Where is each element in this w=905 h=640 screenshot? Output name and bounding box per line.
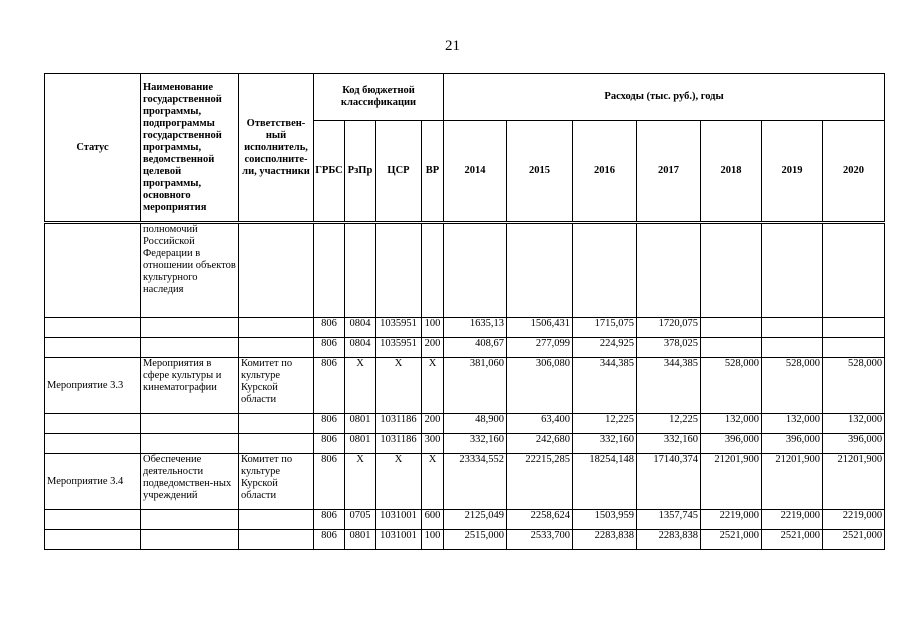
- value-2020: 528,000: [823, 358, 885, 414]
- table-row: [45, 338, 885, 358]
- vr-cell: 100: [422, 318, 444, 338]
- csr-cell: X: [376, 358, 422, 414]
- name-cell: [141, 510, 239, 530]
- grbs-cell: 806: [314, 434, 345, 454]
- csr-cell: 1031186: [376, 434, 422, 454]
- responsible-cell: [239, 338, 314, 358]
- csr-cell: 1031186: [376, 414, 422, 434]
- value-2019: 2219,000: [762, 510, 823, 530]
- name-cell: полномочий Российской Федерации в отношении объектов культурного наследия: [141, 223, 239, 318]
- responsible-cell: Комитет по культуре Курской области: [239, 454, 314, 510]
- csr-cell: 1031001: [376, 530, 422, 550]
- value-2016: 12,225: [573, 414, 637, 434]
- header-year-2018: 2018: [701, 121, 762, 223]
- budget-table: [44, 73, 885, 550]
- name-cell: [141, 414, 239, 434]
- value-2019: [762, 338, 823, 358]
- value-2014: 48,900: [444, 414, 507, 434]
- value-2018: [701, 223, 762, 318]
- value-2016: 224,925: [573, 338, 637, 358]
- table-row: [45, 510, 885, 530]
- value-2016: 1715,075: [573, 318, 637, 338]
- status-cell: [45, 338, 141, 358]
- value-2015: 22215,285: [507, 454, 573, 510]
- responsible-cell: [239, 434, 314, 454]
- status-cell: [45, 530, 141, 550]
- vr-cell: 200: [422, 338, 444, 358]
- responsible-cell: [239, 414, 314, 434]
- rzpr-cell: 0705: [345, 510, 376, 530]
- value-2018: [701, 338, 762, 358]
- status-cell: Мероприятие 3.3: [45, 358, 141, 414]
- responsible-cell: [239, 510, 314, 530]
- name-cell: Обеспечение деятельности подведомствен-ных учреждений: [141, 454, 239, 510]
- grbs-cell: 806: [314, 454, 345, 510]
- value-2016: 332,160: [573, 434, 637, 454]
- grbs-cell: 806: [314, 358, 345, 414]
- header-rzpr: РзПр: [345, 121, 376, 223]
- value-2014: 408,67: [444, 338, 507, 358]
- table-row: [45, 358, 885, 414]
- header-year-2017: 2017: [637, 121, 701, 223]
- header-budget-code: Код бюджетной классификации: [314, 74, 444, 121]
- responsible-cell: [239, 530, 314, 550]
- header-year-2015: 2015: [507, 121, 573, 223]
- header-responsible: Ответствен-ный исполнитель, соисполните-ли, участники: [239, 74, 314, 223]
- table-row: [45, 318, 885, 338]
- vr-cell: 100: [422, 530, 444, 550]
- csr-cell: [376, 223, 422, 318]
- value-2018: 132,000: [701, 414, 762, 434]
- csr-cell: 1035951: [376, 318, 422, 338]
- vr-cell: [422, 223, 444, 318]
- value-2018: 2219,000: [701, 510, 762, 530]
- name-cell: [141, 530, 239, 550]
- value-2018: 396,000: [701, 434, 762, 454]
- value-2014: 2125,049: [444, 510, 507, 530]
- value-2017: 332,160: [637, 434, 701, 454]
- grbs-cell: [314, 223, 345, 318]
- value-2015: [507, 223, 573, 318]
- header-year-2014: 2014: [444, 121, 507, 223]
- value-2014: [444, 223, 507, 318]
- value-2016: 344,385: [573, 358, 637, 414]
- header-expenses: Расходы (тыс. руб.), годы: [444, 74, 885, 121]
- value-2018: 528,000: [701, 358, 762, 414]
- value-2017: 1357,745: [637, 510, 701, 530]
- responsible-cell: [239, 318, 314, 338]
- value-2017: 2283,838: [637, 530, 701, 550]
- header-year-2016: 2016: [573, 121, 637, 223]
- value-2019: [762, 318, 823, 338]
- grbs-cell: 806: [314, 530, 345, 550]
- value-2018: 21201,900: [701, 454, 762, 510]
- value-2019: 528,000: [762, 358, 823, 414]
- vr-cell: X: [422, 358, 444, 414]
- value-2020: 21201,900: [823, 454, 885, 510]
- value-2015: 1506,431: [507, 318, 573, 338]
- header-status: Статус: [45, 74, 141, 223]
- value-2016: [573, 223, 637, 318]
- name-cell: [141, 318, 239, 338]
- header-year-2020: 2020: [823, 121, 885, 223]
- header-grbs: ГРБС: [314, 121, 345, 223]
- status-cell: [45, 223, 141, 318]
- value-2015: 2258,624: [507, 510, 573, 530]
- rzpr-cell: X: [345, 358, 376, 414]
- rzpr-cell: 0801: [345, 530, 376, 550]
- value-2017: 344,385: [637, 358, 701, 414]
- page-number: 21: [445, 38, 460, 54]
- value-2014: 23334,552: [444, 454, 507, 510]
- rzpr-cell: [345, 223, 376, 318]
- grbs-cell: 806: [314, 318, 345, 338]
- table-row: [45, 434, 885, 454]
- vr-cell: X: [422, 454, 444, 510]
- status-cell: [45, 414, 141, 434]
- value-2018: [701, 318, 762, 338]
- header-year-2019: 2019: [762, 121, 823, 223]
- responsible-cell: Комитет по культуре Курской области: [239, 358, 314, 414]
- name-cell: [141, 434, 239, 454]
- value-2014: 1635,13: [444, 318, 507, 338]
- value-2017: [637, 223, 701, 318]
- value-2014: 2515,000: [444, 530, 507, 550]
- status-cell: Мероприятие 3.4: [45, 454, 141, 510]
- name-cell: Мероприятия в сфере культуры и кинематографии: [141, 358, 239, 414]
- value-2020: 132,000: [823, 414, 885, 434]
- value-2020: 2521,000: [823, 530, 885, 550]
- value-2019: 396,000: [762, 434, 823, 454]
- status-cell: [45, 318, 141, 338]
- value-2019: 21201,900: [762, 454, 823, 510]
- table-row: [45, 223, 885, 318]
- value-2016: 18254,148: [573, 454, 637, 510]
- rzpr-cell: 0804: [345, 338, 376, 358]
- value-2020: [823, 338, 885, 358]
- rzpr-cell: 0801: [345, 434, 376, 454]
- vr-cell: 300: [422, 434, 444, 454]
- value-2017: 17140,374: [637, 454, 701, 510]
- value-2017: 1720,075: [637, 318, 701, 338]
- table-row: [45, 454, 885, 510]
- value-2015: 242,680: [507, 434, 573, 454]
- value-2019: 132,000: [762, 414, 823, 434]
- value-2019: [762, 223, 823, 318]
- value-2016: 2283,838: [573, 530, 637, 550]
- header-vr: ВР: [422, 121, 444, 223]
- value-2018: 2521,000: [701, 530, 762, 550]
- value-2020: 2219,000: [823, 510, 885, 530]
- value-2020: [823, 223, 885, 318]
- responsible-cell: [239, 223, 314, 318]
- status-cell: [45, 434, 141, 454]
- value-2020: [823, 318, 885, 338]
- rzpr-cell: 0801: [345, 414, 376, 434]
- grbs-cell: 806: [314, 338, 345, 358]
- value-2017: 12,225: [637, 414, 701, 434]
- header-name: Наименование государственной программы, подпрограммы государственной программы, ведомственной целевой программы, основного мероприятия: [141, 74, 239, 223]
- value-2019: 2521,000: [762, 530, 823, 550]
- name-cell: [141, 338, 239, 358]
- value-2017: 378,025: [637, 338, 701, 358]
- value-2015: 306,080: [507, 358, 573, 414]
- table-row: [45, 530, 885, 550]
- csr-cell: X: [376, 454, 422, 510]
- rzpr-cell: X: [345, 454, 376, 510]
- vr-cell: 200: [422, 414, 444, 434]
- value-2015: 2533,700: [507, 530, 573, 550]
- value-2016: 1503,959: [573, 510, 637, 530]
- value-2020: 396,000: [823, 434, 885, 454]
- table-row: [45, 414, 885, 434]
- grbs-cell: 806: [314, 414, 345, 434]
- csr-cell: 1031001: [376, 510, 422, 530]
- grbs-cell: 806: [314, 510, 345, 530]
- header-csr: ЦСР: [376, 121, 422, 223]
- value-2015: 277,099: [507, 338, 573, 358]
- status-cell: [45, 510, 141, 530]
- value-2014: 332,160: [444, 434, 507, 454]
- csr-cell: 1035951: [376, 338, 422, 358]
- value-2014: 381,060: [444, 358, 507, 414]
- vr-cell: 600: [422, 510, 444, 530]
- rzpr-cell: 0804: [345, 318, 376, 338]
- value-2015: 63,400: [507, 414, 573, 434]
